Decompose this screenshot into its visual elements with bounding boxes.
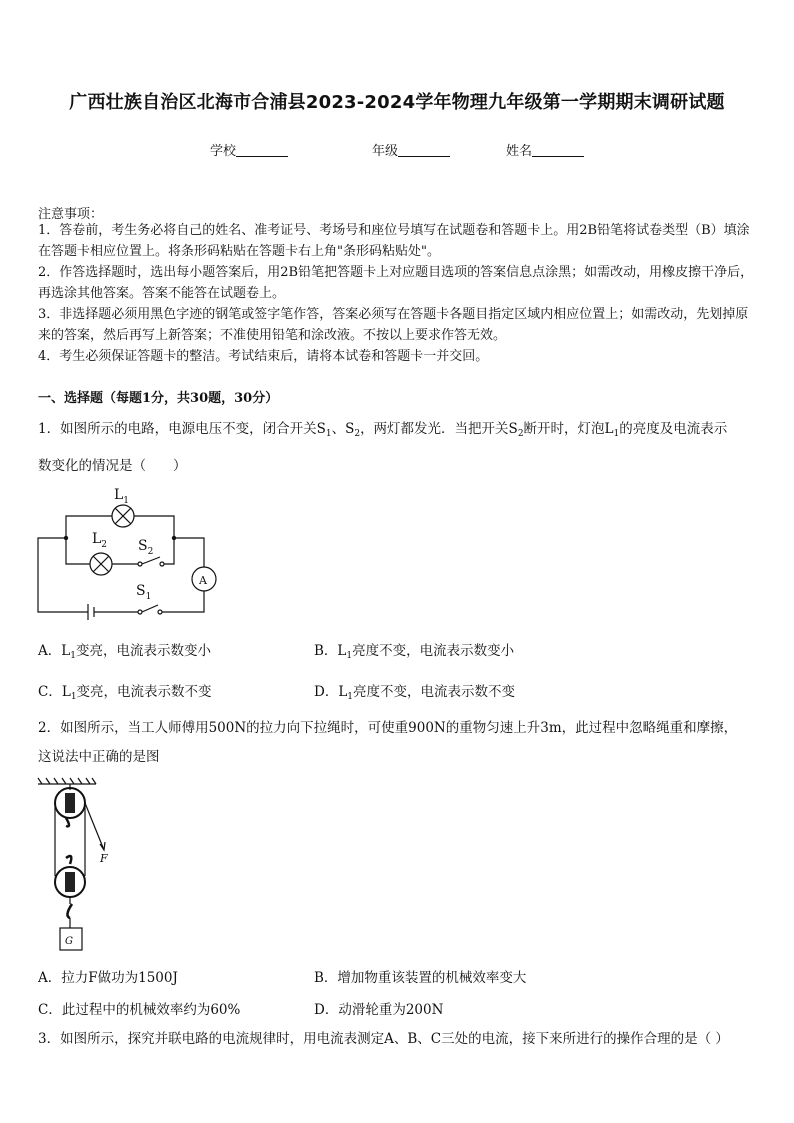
q1-option-c[interactable]: C．$L_1$变亮，电流表示数不变 [38, 684, 212, 702]
grade-field [372, 140, 450, 159]
ammeter-label: A [199, 574, 207, 587]
question-2-text: 2．如图所示，当工人师傅用500N的拉力向下拉绳时，可使重900N的重物匀速上升3m，此过程中忽略绳重和摩擦， [38, 720, 738, 736]
question-3-text: 3．如图所示，探究并联电路的电流规律时，用电流表测定A、B、C三处的电流，接下来所进行的操作合理的是（ ） [38, 1031, 729, 1047]
q2-option-b[interactable]: B．增加物重该装置的机械效率变大 [314, 970, 527, 986]
q1-text-e: 的亮度及电流表示 [619, 421, 728, 437]
switch-S1-label: $S_1$ [136, 583, 152, 602]
q2-option-a[interactable]: A．拉力F做功为1500J [38, 970, 178, 986]
switch-S2-label: $S_2$ [138, 538, 154, 557]
force-label: F [100, 852, 108, 865]
section-heading: 一、选择题（每题1分，共30题，30分） [38, 391, 279, 406]
q2-option-c[interactable]: C．此过程中的机械效率约为60% [38, 1002, 241, 1018]
q1-sub: 1 [613, 429, 620, 439]
name-field [506, 140, 584, 159]
pulley-diagram-q2 [34, 776, 124, 956]
lamp-L2-label: $L_2$ [92, 531, 108, 550]
question-1-text [38, 419, 758, 444]
school-label: 学校 [210, 144, 237, 159]
q1-option-a[interactable]: A．$L_1$变亮，电流表示数变小 [38, 643, 211, 661]
question-2-text-line2: 这说法中正确的是图 [38, 749, 160, 765]
question-1-text-line2: 数变化的情况是（ ） [38, 458, 187, 474]
lamp-L1-label: $L_1$ [114, 487, 130, 506]
circuit-diagram-q1 [30, 480, 230, 620]
q1-text-c: ，两灯都发光．当把开关S [360, 421, 518, 437]
school-field [210, 140, 288, 159]
grade-blank[interactable] [398, 144, 450, 157]
name-label: 姓名 [506, 144, 533, 159]
school-blank[interactable] [236, 144, 288, 157]
exam-title: 广西壮族自治区北海市合浦县2023-2024学年物理九年级第一学期期末调研试题 [69, 92, 725, 113]
notice-heading: 注意事项： [38, 207, 104, 222]
notice-item-4: 4．考生必须保证答题卡的整洁。考试结束后，请将本试卷和答题卡一并交回。 [38, 349, 489, 364]
q1-text-b: 、S [331, 421, 355, 437]
q1-sub: 1 [325, 429, 332, 439]
notice-item-1: 1．答卷前，考生务必将自己的姓名、准考证号、考场号和座位号填写在试题卷和答题卡上。用2B铅笔将试卷类型（B）填涂在答题卡相应位置上。将条形码粘贴在答题卡右上角"条形码粘贴处"。 [38, 223, 750, 259]
q1-option-b[interactable]: B．$L_1$亮度不变，电流表示数变小 [314, 643, 515, 661]
name-blank[interactable] [532, 144, 584, 157]
q1-sub: 2 [354, 429, 361, 439]
weight-label: G [65, 936, 73, 947]
q1-text-d: 断开时，灯泡L [523, 421, 614, 437]
notice-item-2: 2．作答选择题时，选出每小题答案后，用2B铅笔把答题卡上对应题目选项的答案信息点涂黑；如需改动，用橡皮擦干净后，再选涂其他答案。答案不能答在试题卷上。 [38, 265, 754, 301]
q2-option-d[interactable]: D．动滑轮重为200N [314, 1002, 444, 1018]
q1-sub: 2 [517, 429, 524, 439]
q1-text-a: 1．如图所示的电路，电源电压不变，闭合开关S [38, 421, 326, 437]
q1-option-d[interactable]: D．$L_1$亮度不变，电流表示数不变 [314, 684, 516, 702]
grade-label: 年级 [372, 144, 399, 159]
notice-item-3: 3．非选择题必须用黑色字迹的钢笔或签字笔作答，答案必须写在答题卡各题目指定区域内相应位置上；如需改动，先划掉原来的答案，然后再写上新答案；不准使用铅笔和涂改液。不按以上要求作答无效。 [38, 307, 749, 343]
